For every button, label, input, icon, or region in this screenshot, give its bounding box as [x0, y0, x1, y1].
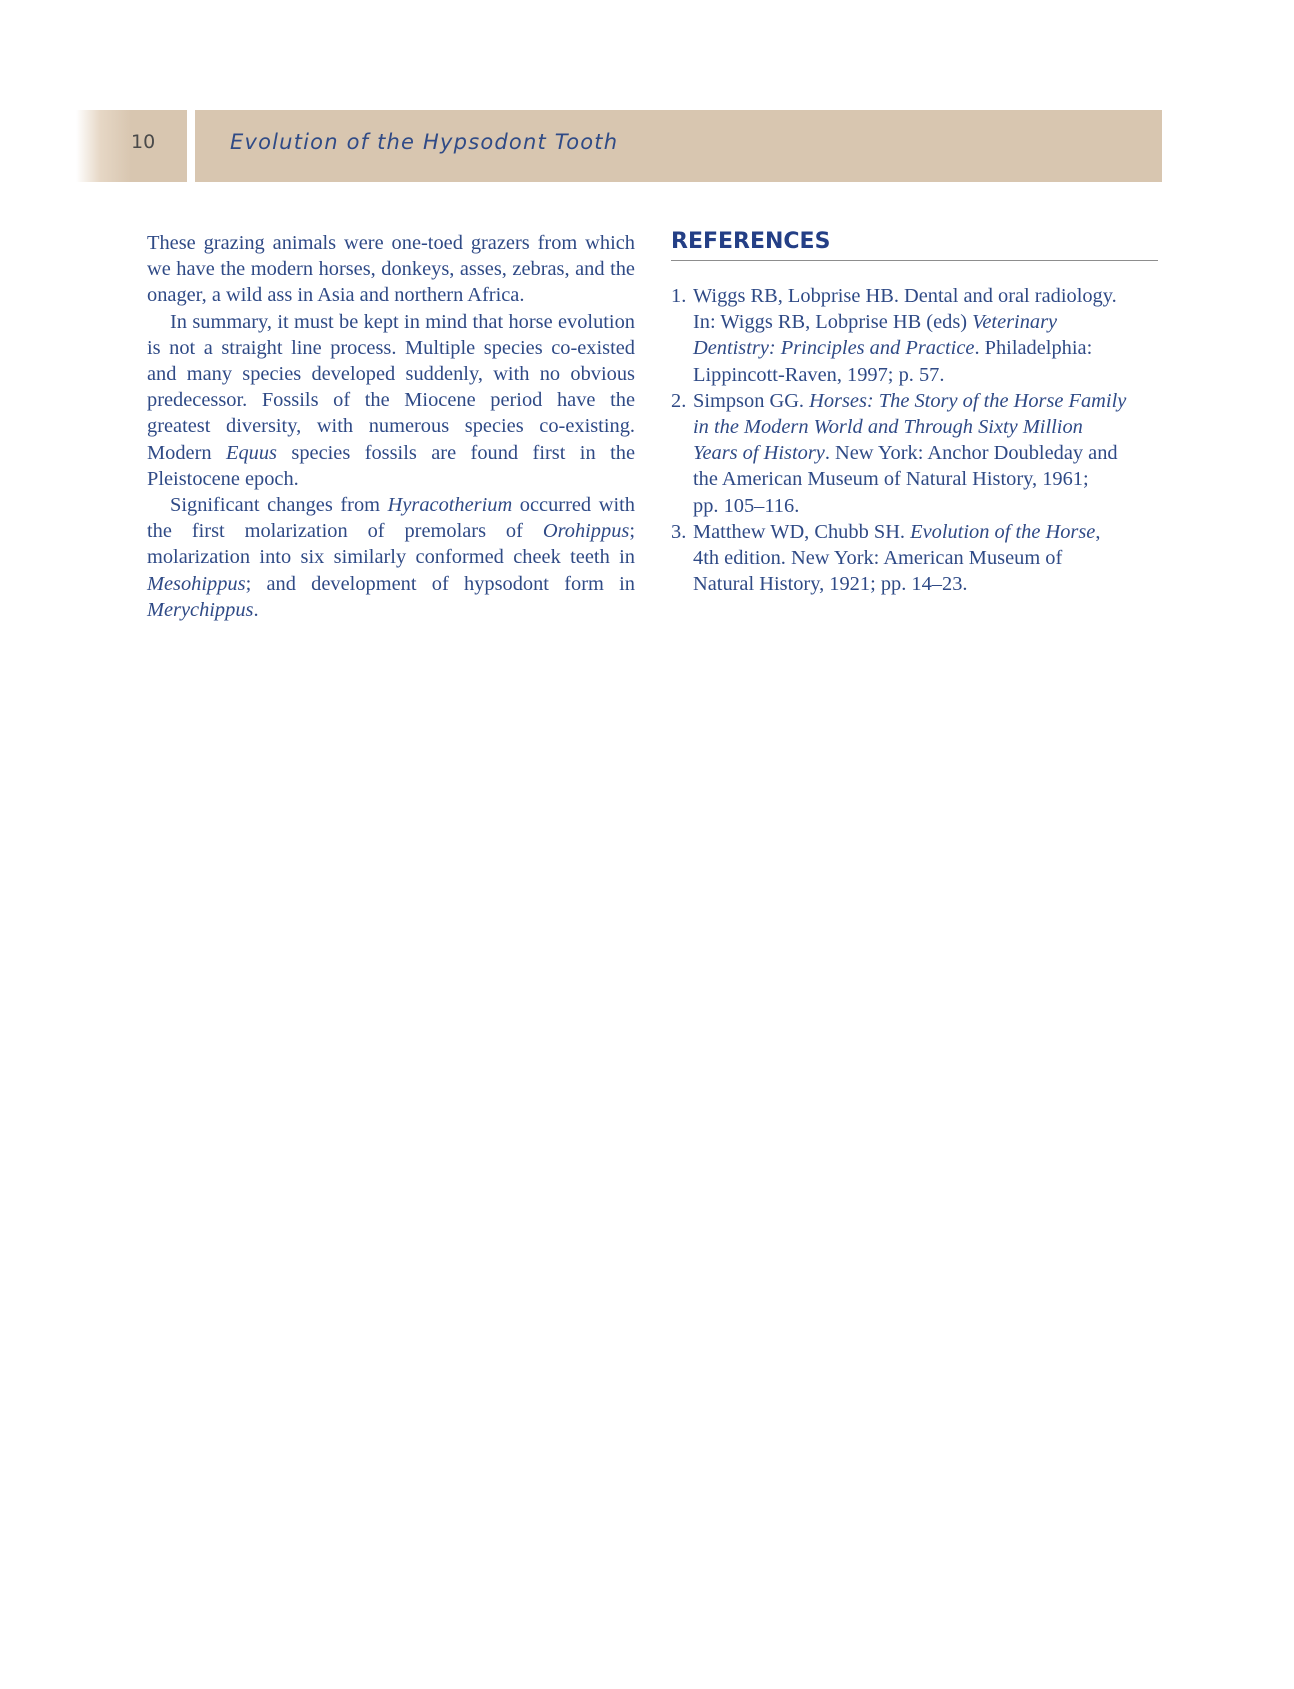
- reference-title-text: Evolution of the Horse: [910, 520, 1096, 543]
- paragraph-3-text-c: ; molarization into six similarly conformed cheek teeth in: [147, 520, 635, 569]
- genus-equus: Equus: [225, 441, 277, 464]
- reference-line: [693, 414, 1158, 440]
- paragraph-3-text-d: ; and development of hypsodont form in: [245, 572, 635, 595]
- reference-line: [693, 440, 1158, 466]
- reference-plain-text: pp. 105–116.: [693, 494, 800, 517]
- paragraph-3-text-e: .: [253, 598, 259, 621]
- reference-line: [693, 388, 1158, 414]
- page-number: 10: [131, 131, 156, 153]
- genus-orohippus: Orohippus: [542, 520, 630, 543]
- paragraph-3-text-b: occurred with the first molarization of premolars of: [147, 494, 635, 543]
- reference-title-text: Years of History: [693, 442, 825, 465]
- reference-plain-text: . Philadelphia:: [974, 337, 1093, 360]
- reference-line: [693, 493, 1158, 519]
- reference-plain-text: Matthew WD, Chubb SH.: [693, 520, 911, 543]
- paragraph-3: [147, 492, 635, 623]
- running-title: Evolution of the Hypsodont Tooth: [230, 130, 619, 154]
- reference-number: 2.: [671, 389, 687, 412]
- references-section: [671, 228, 1158, 597]
- reference-plain-text: the American Museum of Natural History, 1961;: [693, 468, 1089, 491]
- reference-plain-text: Simpson GG.: [693, 389, 810, 412]
- reference-line: [693, 466, 1158, 492]
- genus-hyracotherium: Hyracotherium: [387, 494, 513, 517]
- reference-text: [693, 388, 1158, 519]
- reference-plain-text: In: Wiggs RB, Lobprise HB (eds): [693, 311, 973, 334]
- reference-title-text: in the Modern World and Through Sixty Million: [693, 416, 1083, 439]
- reference-line: [693, 335, 1158, 361]
- reference-plain-text: Lippincott-Raven, 1997; p. 57.: [693, 363, 945, 386]
- reference-title-text: Dentistry: Principles and Practice: [693, 337, 975, 360]
- paragraph-2-text-a: In summary, it must be kept in mind that horse evolution is not a straight line process. Multiple species co-existed and many species developed suddenly, with no obvious predecessor. Fossils of the Miocene period have the greatest diversity, with numerous species co-existing. Modern: [147, 310, 635, 464]
- reference-title-text: Veterinary: [972, 311, 1058, 334]
- reference-title-text: Horses: The Story of the Horse Family: [809, 389, 1127, 412]
- reference-line: [693, 571, 1158, 597]
- paragraph-1: [147, 230, 635, 309]
- reference-item: [671, 519, 1158, 598]
- paragraph-3-text-a: Significant changes from: [170, 494, 388, 517]
- reference-item: [671, 388, 1158, 519]
- genus-mesohippus: Mesohippus: [147, 572, 246, 595]
- reference-plain-text: ,: [1095, 520, 1101, 543]
- reference-number: 1.: [671, 285, 687, 307]
- reference-item: [671, 283, 1158, 388]
- references-divider: [671, 260, 1158, 261]
- reference-line: [693, 545, 1158, 571]
- paragraph-1-text: These grazing animals were one-toed grazers from which we have the modern horses, donkeys, asses, zebras, and the onager, a wild ass in Asia and northern Africa.: [147, 232, 635, 307]
- reference-plain-text: Wiggs RB, Lobprise HB. Dental and oral radiology.: [693, 285, 1117, 307]
- reference-line: [693, 362, 1158, 388]
- reference-plain-text: . New York: Anchor Doubleday and: [824, 442, 1118, 465]
- body-column-left: [147, 230, 635, 623]
- paragraph-2: [147, 309, 635, 492]
- references-heading: REFERENCES: [671, 229, 831, 254]
- reference-line: [693, 309, 1158, 335]
- reference-line: [693, 519, 1158, 545]
- reference-plain-text: 4th edition. New York: American Museum of: [693, 547, 1063, 570]
- reference-text: [693, 519, 1158, 598]
- reference-line: [693, 283, 1158, 309]
- reference-plain-text: Natural History, 1921; pp. 14–23.: [693, 573, 968, 596]
- references-list: [671, 283, 1158, 597]
- paragraph-2-text-b: species fossils are found first in the Pleistocene epoch.: [147, 441, 635, 490]
- genus-merychippus: Merychippus: [147, 598, 254, 621]
- reference-number: 3.: [671, 520, 687, 543]
- reference-text: [693, 283, 1158, 388]
